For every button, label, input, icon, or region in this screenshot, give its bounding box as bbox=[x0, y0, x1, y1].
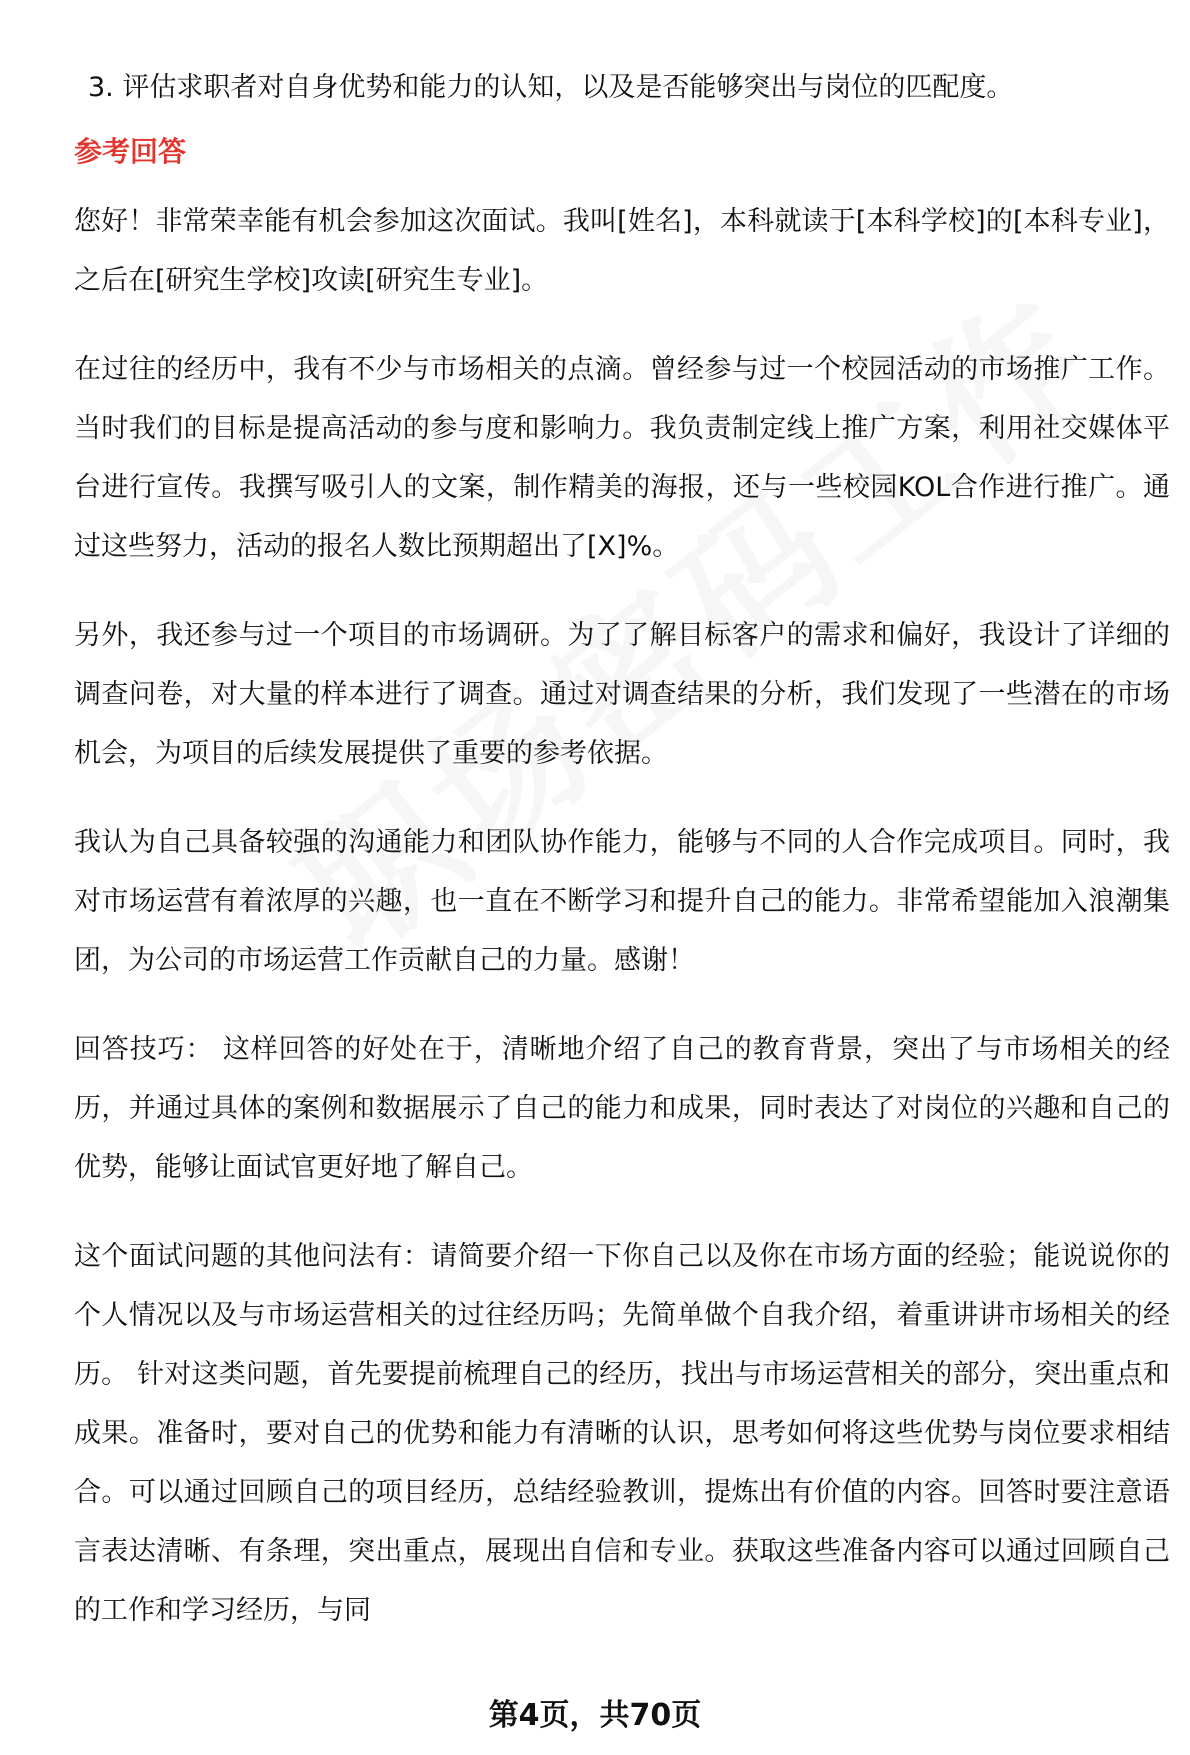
page-content bbox=[74, 58, 1170, 1670]
paragraph-market-research: 另外，我还参与过一个项目的市场调研。为了了解目标客户的需求和偏好，我设计了详细的调查问卷，对大量的样本进行了调查。通过对调查结果的分析，我们发现了一些潜在的市场机会，为项目的后续发展提供了重要的参考依据。 bbox=[74, 620, 1170, 769]
paragraph-answer-tips: 回答技巧： 这样回答的好处在于，清晰地介绍了自己的教育背景，突出了与市场相关的经历，并通过具体的案例和数据展示了自己的能力和成果，同时表达了对岗位的兴趣和自己的优势，能够让面试官更好地了解自己。 bbox=[74, 1034, 1170, 1183]
list-item-3: 3. 评估求职者对自身优势和能力的认知，以及是否能够突出与岗位的匹配度。 bbox=[88, 72, 1014, 103]
page-number-footer: 第4页，共70页 bbox=[488, 1698, 702, 1733]
paragraph-introduction: 您好！非常荣幸能有机会参加这次面试。我叫[姓名]，本科就读于[本科学校]的[本科专业]，之后在[研究生学校]攻读[研究生专业]。 bbox=[74, 206, 1170, 296]
paragraph-alternative-questions: 这个面试问题的其他问法有：请简要介绍一下你自己以及你在市场方面的经验；能说说你的个人情况以及与市场运营相关的过往经历吗；先简单做个自我介绍，着重讲讲市场相关的经历。 针对这类问题，首先要提前梳理自己的经历，找出与市场运营相关的部分，突出重点和成果。准备时，要对自己的优势和能力有清晰的认识，思考如何将这些优势与岗位要求相结合。可以通过回顾自己的项目经历，总结经验教训，提炼出有价值的内容。回答时要注意语言表达清晰、有条理，突出重点，展现出自信和专业。获取这些准备内容可以通过回顾自己的工作和学习经历，与同 bbox=[74, 1241, 1170, 1626]
section-heading-reference-answer: 参考回答 bbox=[74, 135, 187, 168]
paragraph-strengths: 我认为自己具备较强的沟通能力和团队协作能力，能够与不同的人合作完成项目。同时，我对市场运营有着浓厚的兴趣，也一直在不断学习和提升自己的能力。非常希望能加入浪潮集团，为公司的市场运营工作贡献自己的力量。感谢！ bbox=[74, 827, 1170, 976]
paragraph-campus-promotion: 在过往的经历中，我有不少与市场相关的点滴。曾经参与过一个校园活动的市场推广工作。当时我们的目标是提高活动的参与度和影响力。我负责制定线上推广方案，利用社交媒体平台进行宣传。我撰写吸引人的文案，制作精美的海报，还与一些校园KOL合作进行推广。通过这些努力，活动的报名人数比预期超出了[X]%。 bbox=[74, 354, 1170, 562]
